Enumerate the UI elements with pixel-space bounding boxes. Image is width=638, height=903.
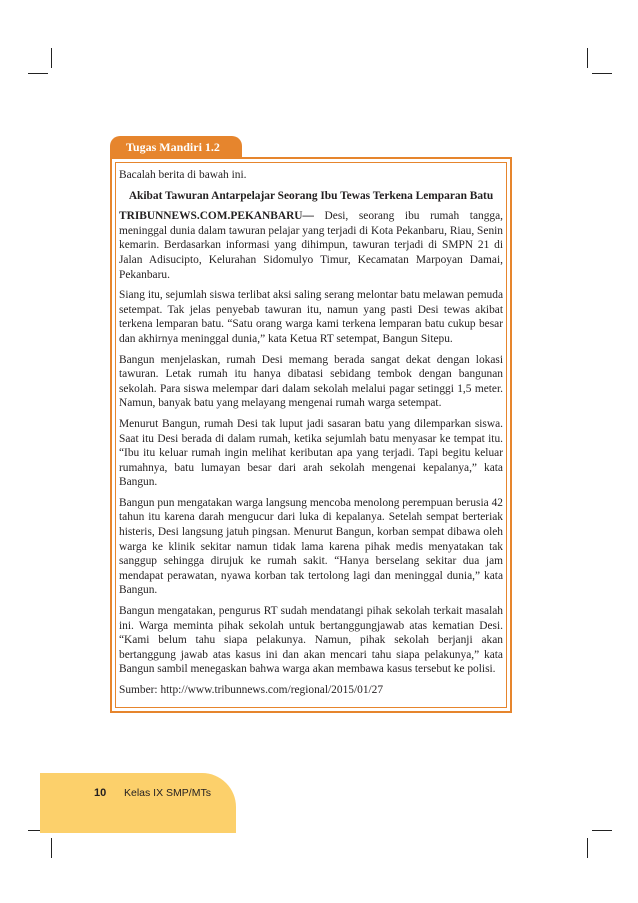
article-title: Akibat Tawuran Antarpelajar Seorang Ibu Tewas Terkena Lemparan Batu [128,189,494,202]
crop-mark [587,48,588,68]
crop-mark [28,73,48,74]
task-instruction: Bacalah berita di bawah ini. [119,169,247,181]
article-source: Sumber: http://www.tribunnews.com/regional/2015/01/27 [119,684,384,696]
crop-mark [592,73,612,74]
crop-mark [587,838,588,858]
article-paragraph [119,209,503,282]
article-paragraph: Bangun pun mengatakan warga langsung mencoba menolong perempuan berusia 42 tahun itu karena darah mengucur dari luka di kepalanya. Setelah sempat berteriak histeris, Desi langsung jatuh pingsan. Menurut Bangun, korban sempat dibawa oleh warga ke klinik sekitar namun tidak lama karena pihak medis menyatakan tak sanggup sehingga dirujuk ke rumah sakit. “Hanya berselang sekitar dua jam mendapat perawatan, nyawa korban tak tertolong lagi dan meninggal dunia,” kata Bangun. [119,496,503,597]
crop-mark [51,838,52,858]
article-paragraph-text: Desi, seorang ibu rumah tangga, meninggal dunia dalam tawuran pelajar yang terjadi di Kota Pekanbaru, Riau, Senin kemarin. Berdasarkan informasi yang dihimpun, tawuran terjadi di SMPN 21 di Jalan Adisucipto, Kelurahan Sidomulyo Timur, Kecamatan Marpoyan Damai, Pekanbaru. [119,210,503,281]
article-paragraph: Bangun mengatakan, pengurus RT sudah mendatangi pihak sekolah terkait masalah ini. Warga meminta pihak sekolah untuk bertanggungjawab atas kematian Desi. “Kami belum tahu siapa pelakunya. Namun, pihak sekolah berjanji akan bertanggung jawab atas kasus ini dan akan mencari tahu siapa pelakunya,” kata Bangun sambil menegaskan bahwa warga akan membawa kasus tersebut ke polisi. [119,605,503,676]
task-content [119,168,503,704]
crop-mark [51,48,52,68]
book-label: Kelas IX SMP/MTs [124,787,211,799]
article-paragraph: Siang itu, sejumlah siswa terlibat aksi saling serang melontar batu melawan pemuda setempat. Tak jelas penyebab tawuran itu, namun yang pasti Desi tewas akibat terkena lemparan batu. “Satu orang warga kami terkena lemparan batu cukup besar dan akhirnya meninggal dunia,” kata Ketua RT setempat, Bangun Sitepu. [119,289,503,345]
task-tab-label: Tugas Mandiri 1.2 [110,136,242,158]
page-number: 10 [94,787,107,799]
article-paragraph: Bangun menjelaskan, rumah Desi memang berada sangat dekat dengan lokasi tawuran. Letak rumah itu hanya dibatasi sebidang tembok dengan bangunan sekolah. Para siswa melempar dari dalam sekolah melalui pagar setinggi 1,5 meter. Namun, banyak batu yang melayang mengenai rumah warga setempat. [119,353,503,410]
article-paragraph: Menurut Bangun, rumah Desi tak luput jadi sasaran batu yang dilemparkan siswa. Saat itu Desi berada di dalam rumah, ketika sejumlah batu menyasar ke tempat itu. “Ibu itu keluar rumah ingin melihat keributan apa yang terjadi. Tapi begitu keluar rumahnya, batu lumayan besar dari arah sekolah mengenai kepalanya,” kata Bangun. [119,417,503,489]
footer-tab [40,773,236,833]
article-dateline: TRIBUNNEWS.COM.PEKANBARU— [119,210,314,223]
crop-mark [592,830,612,831]
